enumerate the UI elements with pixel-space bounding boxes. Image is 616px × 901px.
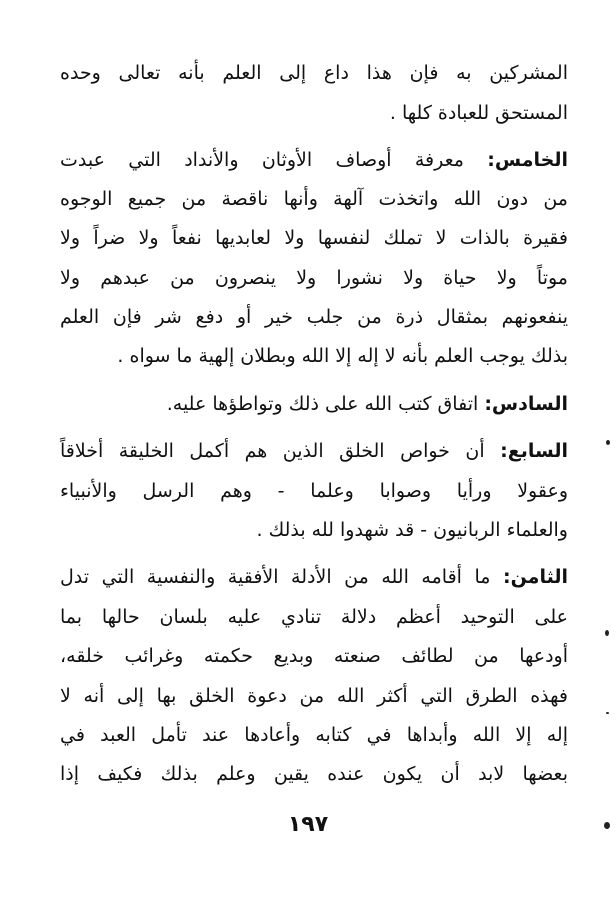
paragraph-8th-line-6	[60, 756, 568, 792]
paragraph-5th-line-2	[60, 181, 568, 217]
paragraph-5th-line-6	[60, 338, 568, 374]
scan-speck	[606, 712, 609, 714]
paragraph-5th-line-1	[60, 142, 568, 178]
paragraph-5th-line-5	[60, 299, 568, 335]
paragraph-5th-line-3	[60, 220, 568, 256]
page-body	[60, 55, 568, 800]
paragraph-8th-line-2	[60, 599, 568, 635]
line-text: ينفعونهم بمثقال ذرة من جلب خير أو دفع شر فإن العلم	[60, 306, 568, 328]
line-text: من دون الله واتخذت آلهة وأنها ناقصة من جميع الوجوه	[60, 188, 568, 210]
line-text: ما أقامه الله من الأدلة الأفقية والنفسية التي تدل	[60, 566, 491, 588]
line-text: إله إلا الله وأبداها في كتابه وأعادها عند تأمل العبد في	[60, 724, 568, 746]
scan-speck	[605, 630, 609, 636]
paragraph-8th-line-4	[60, 678, 568, 714]
line-text: موتاً ولا حياة ولا نشورا ولا ينصرون من عبدهم ولا	[60, 267, 568, 289]
paragraph-7th-line-2	[60, 473, 568, 509]
line-text: وعقولا ورأيا وصوابا وعلما - وهم الرسل والأنبياء	[60, 480, 568, 502]
paragraph-1-line-1	[60, 55, 568, 91]
line-text: والعلماء الربانيون - قد شهدوا لله بذلك .	[256, 519, 568, 541]
line-text: بذلك يوجب العلم بأنه لا إله إلا الله وبطلان إلهية ما سواه .	[117, 345, 568, 367]
paragraph-5th-line-4	[60, 260, 568, 296]
paragraph-8th-line-1	[60, 559, 568, 595]
line-text: المستحق للعبادة كلها .	[389, 102, 568, 124]
line-text: على التوحيد أعظم دلالة تنادي عليه بلسان حالها بما	[60, 606, 568, 628]
heading-eighth: الثامن:	[502, 566, 568, 588]
heading-seventh: السابع:	[500, 440, 568, 462]
heading-fifth: الخامس:	[487, 149, 568, 171]
line-text: معرفة أوصاف الأوثان والأنداد التي عبدت	[60, 149, 464, 171]
scan-speck	[606, 440, 610, 445]
heading-sixth: السادس:	[484, 393, 568, 415]
paragraph-1-line-2	[60, 95, 568, 131]
paragraph-8th-line-3	[60, 638, 568, 674]
line-text: أودعها من لطائف صنعته وبديع حكمته وغرائب خلقه،	[60, 645, 568, 667]
line-text: فهذه الطرق التي أكثر الله من دعوة الخلق بها إلى أنه لا	[60, 685, 568, 707]
paragraph-8th-line-5	[60, 717, 568, 753]
paragraph-7th-line-3	[60, 512, 568, 548]
paragraph-7th-line-1	[60, 433, 568, 469]
line-text: أن خواص الخلق الذين هم أكمل الخليقة أخلاقاً	[60, 440, 485, 462]
scan-speck	[604, 822, 610, 829]
page-number: ١٩٧	[287, 812, 329, 837]
line-text: المشركين به فإن هذا داع إلى العلم بأنه تعالى وحده	[60, 62, 568, 84]
line-text: اتفاق كتب الله على ذلك وتواطؤها عليه.	[166, 393, 479, 415]
line-text: بعضها لابد أن يكون عنده يقين وعلم بذلك فكيف إذا	[60, 763, 568, 785]
line-text: فقيرة بالذات لا تملك لنفسها ولا لعابديها نفعاً ولا ضراً ولا	[60, 227, 568, 249]
paragraph-6th-line-1	[60, 386, 568, 422]
